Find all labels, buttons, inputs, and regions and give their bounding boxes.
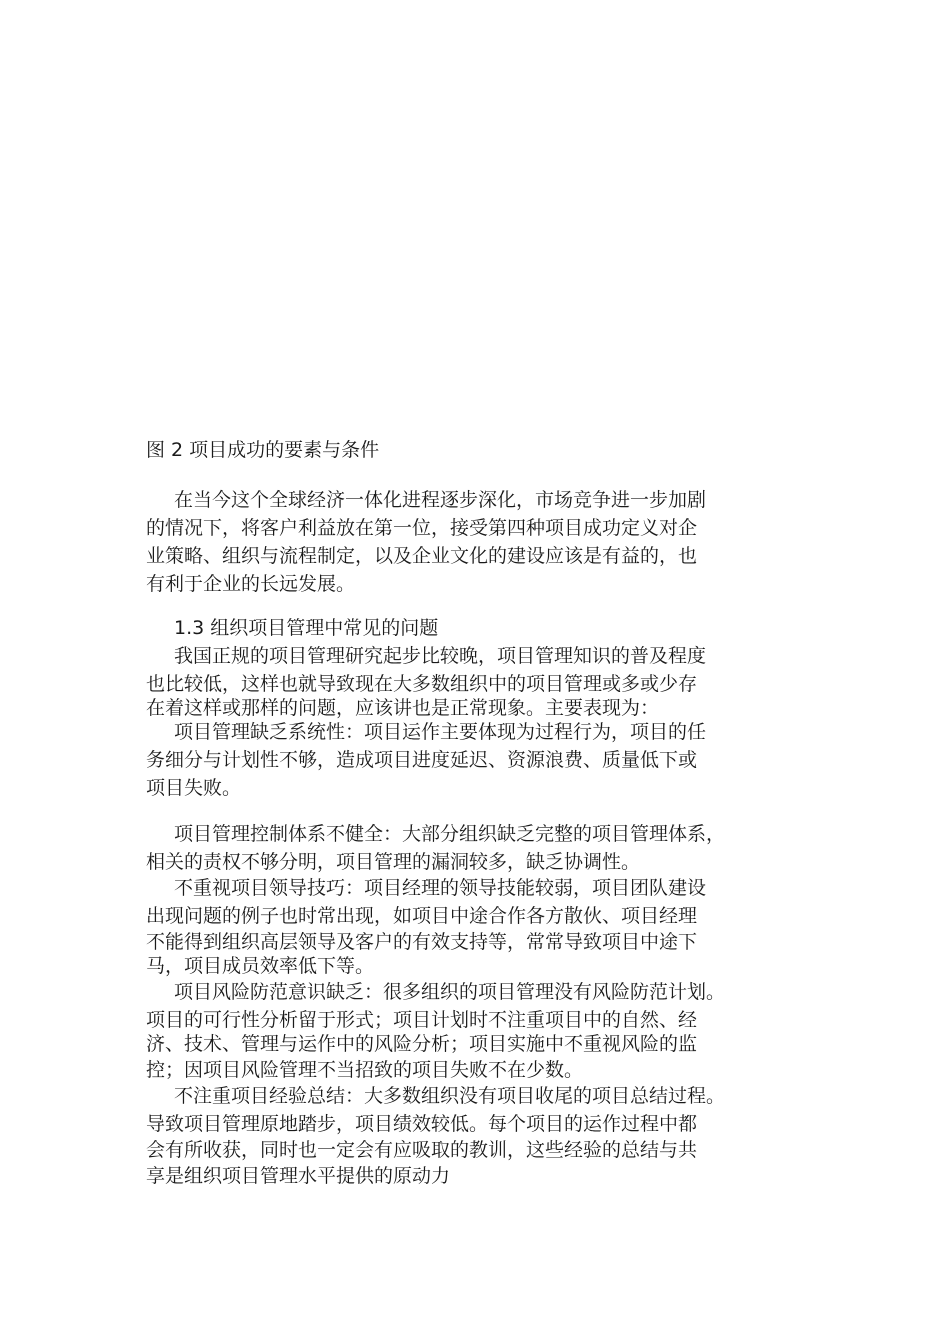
paragraph-line: 在着这样或那样的问题，应该讲也是正常现象。主要表现为：: [146, 697, 660, 719]
paragraph-line: 项目失败。: [146, 777, 242, 799]
paragraph-line: 有利于企业的长远发展。: [146, 573, 356, 595]
paragraph-line: 务细分与计划性不够，造成项目进度延迟、资源浪费、质量低下或: [146, 749, 698, 771]
figure-caption: 图 2 项目成功的要素与条件: [146, 439, 380, 461]
paragraph-line: 相关的责权不够分明，项目管理的漏洞较多，缺乏协调性。: [146, 851, 641, 873]
paragraph-line: 出现问题的例子也时常出现，如项目中途合作各方散伙、项目经理: [146, 905, 698, 927]
paragraph-line: 济、技术、管理与运作中的风险分析；项目实施中不重视风险的监: [146, 1033, 698, 1055]
paragraph-line: 马，项目成员效率低下等。: [146, 955, 375, 977]
paragraph-line: 项目风险防范意识缺乏：很多组织的项目管理没有风险防范计划。: [174, 981, 726, 1003]
paragraph-line: 业策略、组织与流程制定，以及企业文化的建设应该是有益的，也: [146, 545, 698, 567]
paragraph-line: 的情况下，将客户利益放在第一位，接受第四种项目成功定义对企: [146, 517, 698, 539]
paragraph-line: 不注重项目经验总结：大多数组织没有项目收尾的项目总结过程。: [174, 1085, 726, 1107]
paragraph-line: 享是组织项目管理水平提供的原动力: [146, 1165, 451, 1187]
paragraph-line: 导致项目管理原地踏步，项目绩效较低。每个项目的运作过程中都: [146, 1113, 698, 1135]
paragraph-line: 项目管理控制体系不健全：大部分组织缺乏完整的项目管理体系，: [174, 823, 726, 845]
paragraph-line: 会有所收获，同时也一定会有应吸取的教训，这些经验的总结与共: [146, 1139, 698, 1161]
paragraph-line: 不重视项目领导技巧：项目经理的领导技能较弱，项目团队建设: [174, 877, 707, 899]
paragraph-line: 也比较低，这样也就导致现在大多数组织中的项目管理或多或少存: [146, 673, 698, 695]
paragraph-line: 不能得到组织高层领导及客户的有效支持等，常常导致项目中途下: [146, 931, 698, 953]
paragraph-line: 项目的可行性分析留于形式；项目计划时不注重项目中的自然、经: [146, 1009, 698, 1031]
section-heading: 1.3 组织项目管理中常见的问题: [174, 617, 439, 639]
paragraph-line: 项目管理缺乏系统性：项目运作主要体现为过程行为，项目的任: [174, 721, 707, 743]
paragraph-line: 控；因项目风险管理不当招致的项目失败不在少数。: [146, 1059, 584, 1081]
paragraph-line: 我国正规的项目管理研究起步比较晚，项目管理知识的普及程度: [174, 645, 707, 667]
paragraph-line: 在当今这个全球经济一体化进程逐步深化，市场竞争进一步加剧: [174, 489, 707, 511]
